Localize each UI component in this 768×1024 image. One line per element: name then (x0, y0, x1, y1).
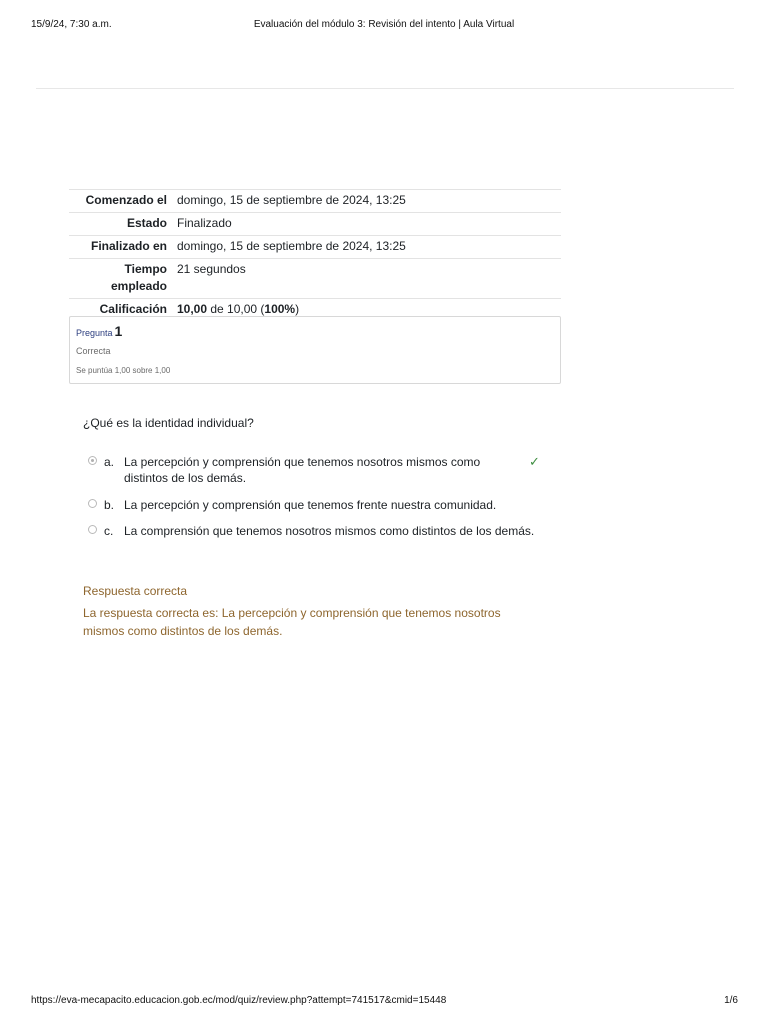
summary-row-time-taken (69, 258, 561, 298)
summary-row-state (69, 212, 561, 235)
question-state: Correcta (76, 346, 111, 356)
summary-key: Calificación (99, 302, 167, 316)
grade-score: 10,00 (177, 302, 208, 316)
feedback-right-answer: La respuesta correcta es: La percepción y comprensión que tenemos nosotros mismos como distintos de los demás. (83, 606, 501, 638)
radio-selected-icon[interactable] (88, 456, 97, 465)
check-icon: ✓ (529, 454, 540, 469)
print-url: https://eva-mecapacito.educacion.gob.ec/mod/quiz/review.php?attempt=741517&cmid=15448 (31, 995, 447, 1006)
answer-option-b[interactable] (88, 497, 558, 514)
print-header (0, 19, 768, 33)
summary-row-finished (69, 235, 561, 258)
print-date: 15/9/24, 7:30 a.m. (31, 19, 112, 30)
grade-of-text: de 10,00 ( (207, 302, 265, 316)
header-divider (36, 88, 734, 89)
summary-value: Finalizado (177, 216, 232, 230)
grade-percent: 100% (264, 302, 296, 316)
summary-row-started (69, 189, 561, 212)
answer-text: La comprensión que tenemos nosotros mismos como distintos de los demás. (124, 524, 535, 538)
summary-key: Finalizado en (90, 239, 167, 253)
answer-text: La percepción y comprensión que tenemos nosotros mismos como distintos de los demás. (124, 455, 481, 485)
question-text: ¿Qué es la identidad individual? (83, 416, 254, 430)
summary-value: domingo, 15 de septiembre de 2024, 13:25 (177, 239, 406, 253)
attempt-summary-table (69, 189, 561, 322)
summary-value: 21 segundos (177, 262, 246, 276)
feedback-heading: Respuesta correcta (83, 584, 188, 598)
radio-icon[interactable] (88, 499, 97, 508)
question-feedback (83, 583, 533, 640)
summary-key: Comenzado el (85, 193, 167, 207)
grade-close: ) (295, 302, 300, 316)
question-number-value: 1 (114, 323, 123, 339)
question-info-box (69, 316, 561, 384)
answer-option-c[interactable] (88, 523, 558, 540)
question-grade: Se puntúa 1,00 sobre 1,00 (76, 366, 171, 375)
answer-letter: c. (104, 524, 114, 538)
summary-key: Tiempo empleado (110, 262, 167, 293)
print-page-number: 1/6 (724, 995, 738, 1006)
print-page-title: Evaluación del módulo 3: Revisión del intento | Aula Virtual (253, 19, 515, 30)
answer-text: La percepción y comprensión que tenemos frente nuestra comunidad. (124, 498, 497, 512)
radio-icon[interactable] (88, 525, 97, 534)
summary-key: Estado (126, 216, 167, 230)
question-label: Pregunta (76, 328, 113, 338)
answer-option-a[interactable] (88, 454, 558, 488)
question-number (76, 323, 122, 339)
summary-value: domingo, 15 de septiembre de 2024, 13:25 (177, 193, 406, 207)
answer-letter: a. (104, 455, 115, 469)
answer-letter: b. (104, 498, 115, 512)
